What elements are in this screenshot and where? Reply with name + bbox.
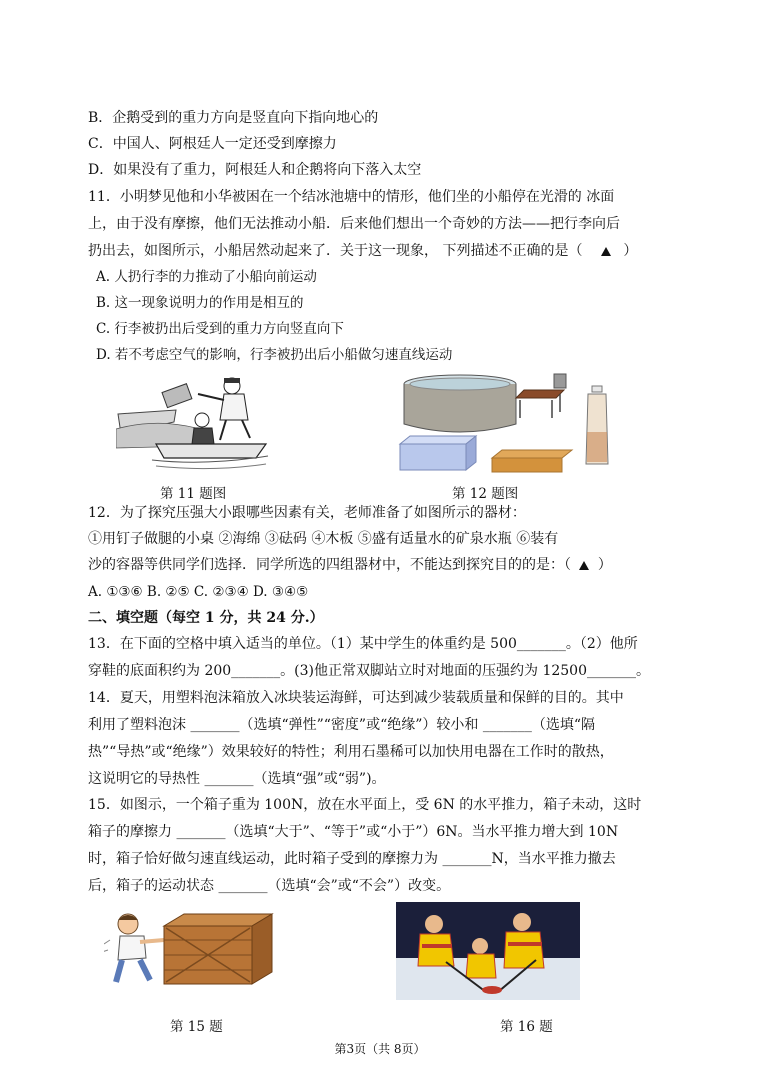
- section-2-heading: 二、填空题（每空 1 分，共 24 分.）: [88, 610, 324, 626]
- q15-line2: 箱子的摩擦力 _______（选填“大于”、“等于”或“小于”）6N。当水平推力增大到 10N: [88, 824, 619, 840]
- q11-stem-line3: 扔出去，如图所示，小船居然动起来了．关于这一现象， 下列描述不正确的是（ ）: [88, 243, 638, 259]
- q11-option-a: A. 人扔行李的力推动了小船向前运动: [96, 269, 317, 285]
- answer-triangle-icon: [579, 561, 589, 570]
- q14-line3: 热”“导热”或“绝缘”）效果较好的特性；利用石墨稀可以加快用电器在工作时的散热，: [88, 744, 614, 760]
- answer-triangle-icon: [601, 247, 611, 256]
- q12-stem-line3: 沙的容器等供同学们选择．同学所选的四组器材中，不能达到探究目的的是：（ ）: [88, 557, 612, 573]
- q10-option-d: D．如果没有了重力，阿根廷人和企鹅将向下落入太空: [88, 162, 422, 178]
- q11-option-d: D. 若不考虑空气的影响，行李被扔出后小船做匀速直线运动: [96, 347, 453, 363]
- q15-line4: 后，箱子的运动状态 _______（选填“会”或“不会”）改变。: [88, 878, 451, 894]
- q15-line3: 时，箱子恰好做匀速直线运动，此时箱子受到的摩擦力为 _______N，当水平推力撤去: [88, 851, 616, 867]
- figure-11-boat-illustration: [116, 374, 274, 472]
- q12-stem-line1: 12．为了探究压强大小跟哪些因素有关，老师准备了如图所示的器材：: [88, 505, 526, 521]
- q10-option-b: B．企鹅受到的重力方向是竖直向下指向地心的: [88, 110, 379, 126]
- figure-15-push-box-illustration: [104, 910, 276, 988]
- q14-line2: 利用了塑料泡沫 _______（选填“弹性”“密度”或“绝缘”）较小和 _______（选填“隔: [88, 717, 595, 733]
- figure-11-caption: 第 11 题图: [160, 486, 227, 502]
- figure-15-caption: 第 15 题: [170, 1019, 223, 1035]
- q12-options: A. ①③⑥ B. ②⑤ C. ②③④ D. ③④⑤: [88, 584, 309, 600]
- q11-stem-line2: 上，由于没有摩擦，他们无法推动小船．后来他们想出一个奇妙的方法——把行李向后: [88, 216, 620, 232]
- figure-16-caption: 第 16 题: [500, 1019, 553, 1035]
- q14-line4: 这说明它的导热性 _______（选填“强”或“弱”)。: [88, 771, 386, 787]
- figure-12-caption: 第 12 题图: [452, 486, 519, 502]
- q11-stem-line1: 11．小明梦见他和小华被困在一个结冰池塘中的情形，他们坐的小船停在光滑的 冰面: [88, 189, 615, 205]
- figure-12-materials-illustration: [396, 370, 612, 478]
- figure-16-curling-photo: [396, 902, 580, 1000]
- q13-line2: 穿鞋的底面积约为 200_______。(3)他正常双脚站立时对地面的压强约为 12500_______。: [88, 663, 650, 679]
- q13-line1: 13．在下面的空格中填入适当的单位。（1）某中学生的体重约是 500_______。（2）他所: [88, 636, 638, 652]
- page-footer: 第3页（共 8页）: [334, 1042, 426, 1056]
- q12-stem-line2: ①用钉子做腿的小桌 ②海绵 ③砝码 ④木板 ⑤盛有适量水的矿泉水瓶 ⑥装有: [88, 531, 559, 547]
- q11-option-b: B. 这一现象说明力的作用是相互的: [96, 295, 304, 311]
- q11-option-c: C. 行李被扔出后受到的重力方向竖直向下: [96, 321, 344, 337]
- q15-line1: 15．如图示，一个箱子重为 100N，放在水平面上，受 6N 的水平推力，箱子未动，这时: [88, 797, 642, 813]
- q14-line1: 14．夏天，用塑料泡沫箱放入冰块装运海鲜，可达到减少装载质量和保鲜的目的。其中: [88, 690, 624, 706]
- q10-option-c: C．中国人、阿根廷人一定还受到摩擦力: [88, 136, 337, 152]
